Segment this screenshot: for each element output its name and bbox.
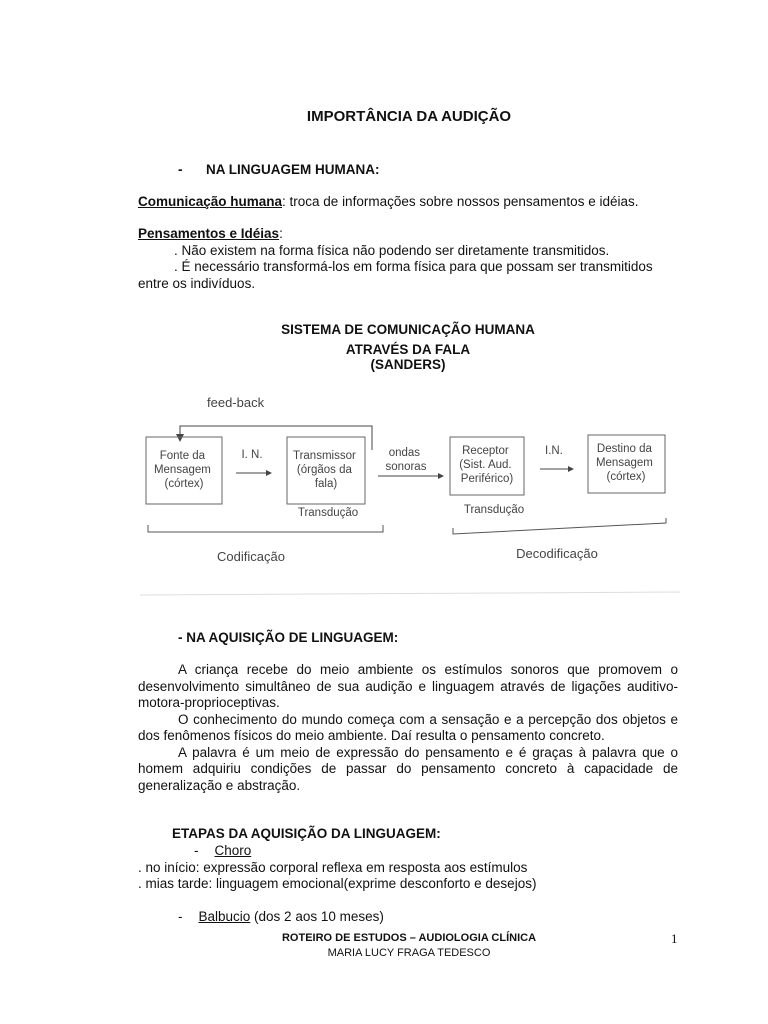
pensamentos-line-2: . É necessário transformá-los em forma física para que possam ser transmitidos bbox=[174, 259, 653, 274]
bullet-dash: - bbox=[178, 162, 183, 177]
diagram-title-line-1: SISTEMA DE COMUNICAÇÃO HUMANA bbox=[281, 322, 535, 337]
etapas-list bbox=[138, 843, 683, 925]
pensamentos-line-1: . Não existem na forma física não podendo ser diretamente transmitidos. bbox=[174, 242, 610, 258]
transducao-label-2: Transdução bbox=[463, 504, 525, 516]
in-label-2: I.N. bbox=[545, 445, 563, 457]
sanders-diagram bbox=[0, 380, 768, 600]
diagram-title bbox=[258, 322, 558, 372]
ondas-sonoras-label: ondas sonoras bbox=[385, 447, 427, 473]
receptor-text: Receptor (Sist. Aud. Periférico) bbox=[459, 445, 514, 485]
section-heading: NA LINGUAGEM HUMANA: bbox=[206, 162, 380, 177]
balbucio-age-range: (dos 2 aos 10 meses) bbox=[250, 908, 384, 924]
pensamentos-heading-line bbox=[138, 226, 683, 243]
page-number: 1 bbox=[671, 931, 678, 946]
feedback-label: feed-back bbox=[207, 395, 265, 410]
transmissor-text: Transmissor (órgãos da fala) bbox=[292, 450, 356, 490]
transducao-label-1: Transdução bbox=[297, 507, 359, 519]
decodificacao-bracket bbox=[453, 518, 666, 534]
term-pensamentos-ideias: Pensamentos e Idéias bbox=[138, 226, 280, 241]
diagram-title-line-3: (SANDERS) bbox=[370, 357, 446, 372]
codificacao-label: Codificação bbox=[217, 549, 285, 564]
paragraph-2: O conhecimento do mundo começa com a sensação e a percepção dos objetos e dos fenômenos físicos do meio ambiente. Daí resulta o pensamento concreto. bbox=[138, 711, 678, 743]
codificacao-bracket bbox=[148, 525, 383, 532]
footer-title: ROTEIRO DE ESTUDOS – AUDIOLOGIA CLÍNICA bbox=[281, 932, 537, 944]
choro-item bbox=[138, 843, 683, 860]
page-title: IMPORTÂNCIA DA AUDIÇÃO bbox=[306, 108, 512, 125]
colon: : bbox=[279, 226, 283, 241]
aquisicao-paragraphs bbox=[138, 662, 678, 794]
balbucio-item bbox=[138, 909, 683, 926]
section-na-linguagem-humana bbox=[178, 162, 380, 177]
in-label-1: I. N. bbox=[241, 449, 263, 461]
footer-author: MARIA LUCY FRAGA TEDESCO bbox=[327, 947, 491, 959]
pensamentos-line-3: entre os indivíduos. bbox=[138, 275, 256, 291]
destino-text: Destino da Mensagem (córtex) bbox=[595, 443, 653, 483]
arrow-2-head bbox=[438, 473, 444, 479]
feedback-arrowhead bbox=[176, 434, 184, 442]
comunicacao-humana-line bbox=[138, 194, 678, 211]
term-comunicacao-humana: Comunicação humana bbox=[138, 194, 283, 209]
bullet-dash: - bbox=[178, 908, 183, 924]
paragraph-1: A criança recebe do meio ambiente os estímulos sonoros que promovem o desenvolvimento simultâneo de sua audição e linguagem através de ligações auditivo-motora-proprioceptivas. bbox=[138, 662, 678, 710]
choro-label: Choro bbox=[214, 843, 252, 858]
arrow-1-head bbox=[266, 470, 272, 476]
fonte-text: Fonte da Mensagem (córtex) bbox=[153, 450, 211, 490]
decodificacao-label: Decodificação bbox=[516, 546, 598, 561]
arrow-3-head bbox=[568, 466, 574, 472]
diagram-title-line-2: ATRAVÉS DA FALA bbox=[345, 342, 471, 357]
feedback-loop-line bbox=[180, 426, 372, 450]
bullet-dash: - bbox=[194, 843, 199, 858]
diagram-bottom-rule bbox=[140, 592, 680, 595]
choro-line-2: . mias tarde: linguagem emocional(exprime desconforto e desejos) bbox=[138, 876, 537, 891]
pensamentos-block bbox=[138, 226, 683, 292]
choro-line-1: . no início: expressão corporal reflexa em resposta aos estímulos bbox=[138, 859, 528, 875]
etapas-heading: ETAPAS DA AQUISIÇÃO DA LINGUAGEM: bbox=[172, 826, 441, 841]
balbucio-label: Balbucio bbox=[198, 908, 251, 924]
section-aquisicao-heading: - NA AQUISIÇÃO DE LINGUAGEM: bbox=[178, 630, 399, 645]
definition-text: : troca de informações sobre nossos pensamentos e idéias. bbox=[282, 194, 639, 209]
paragraph-3: A palavra é um meio de expressão do pensamento e é graças à palavra que o homem adquiriu condições de passar do pensamento concreto à capacidade de generalização e abstração. bbox=[138, 744, 678, 793]
